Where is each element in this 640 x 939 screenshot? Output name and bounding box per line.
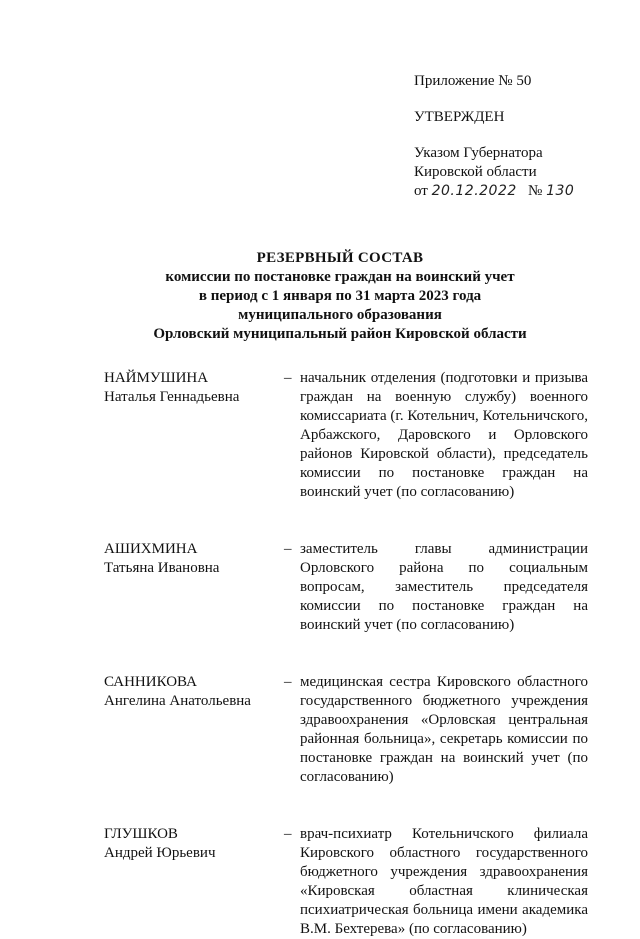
member-surname: НАЙМУШИНА [104, 370, 209, 386]
member-given-name: Татьяна Ивановна [104, 560, 220, 576]
member-dash: – [284, 826, 292, 842]
approved-label: УТВЕРЖДЕН [414, 109, 505, 125]
member-surname: САННИКОВА [104, 674, 197, 690]
member-dash: – [284, 370, 292, 386]
member-given-name: Ангелина Анатольевна [104, 693, 251, 709]
member-role: заместитель главы администрации Орловского района по социальным вопросам, заместитель председателя комиссии по постановке граждан на воинский учет (по согласованию) [300, 541, 588, 633]
title-line-3: в период с 1 января по 31 марта 2023 года [198, 288, 482, 304]
title-line-4: муниципального образования [238, 307, 442, 323]
member-entry [104, 825, 594, 939]
document-title [80, 249, 600, 344]
decree-date-line [414, 182, 614, 201]
approval-block [414, 72, 614, 201]
decree-line-2: Кировской области [414, 164, 537, 180]
members-list [104, 369, 594, 939]
date-prefix: от [414, 183, 428, 199]
member-surname: ГЛУШКОВ [104, 826, 178, 842]
handwritten-number: 130 [546, 183, 575, 199]
member-role: медицинская сестра Кировского областного государственного бюджетного учреждения здравоохранения «Орловская центральная районная больница», секретарь комиссии по постановке граждан на воинский учет (по согласованию) [300, 674, 588, 785]
member-dash: – [284, 674, 292, 690]
member-given-name: Андрей Юрьевич [104, 845, 216, 861]
member-name [104, 673, 274, 711]
title-line-2: комиссии по постановке граждан на воинский учет [165, 269, 515, 285]
member-role: врач-психиатр Котельничского филиала Кировского областного государственного бюджетного учреждения здравоохранения «Кировская областная клиническая психиатрическая больница имени академика В.М. Бехтерева» (по согласованию) [300, 826, 588, 937]
member-name [104, 369, 274, 407]
member-surname: АШИХМИНА [104, 541, 198, 557]
member-entry [104, 673, 594, 787]
member-dash: – [284, 541, 292, 557]
handwritten-date: 20.12.2022 [431, 183, 517, 199]
number-prefix: № [528, 183, 543, 199]
member-entry [104, 540, 594, 635]
title-line-1: РЕЗЕРВНЫЙ СОСТАВ [256, 250, 424, 266]
member-name [104, 825, 274, 863]
member-given-name: Наталья Геннадьевна [104, 389, 240, 405]
member-role: начальник отделения (подготовки и призыва граждан на военную службу) военного комиссариата (г. Котельнич, Котельничского, Арбажского, Даровского и Орловского районов Кировской области), председатель комиссии по постановке граждан на воинский учет (по согласованию) [300, 370, 588, 500]
appendix-label: Приложение № 50 [414, 73, 532, 89]
title-line-5: Орловский муниципальный район Кировской области [153, 326, 527, 342]
member-entry [104, 369, 594, 502]
member-name [104, 540, 274, 578]
decree-line-1: Указом Губернатора [414, 145, 543, 161]
